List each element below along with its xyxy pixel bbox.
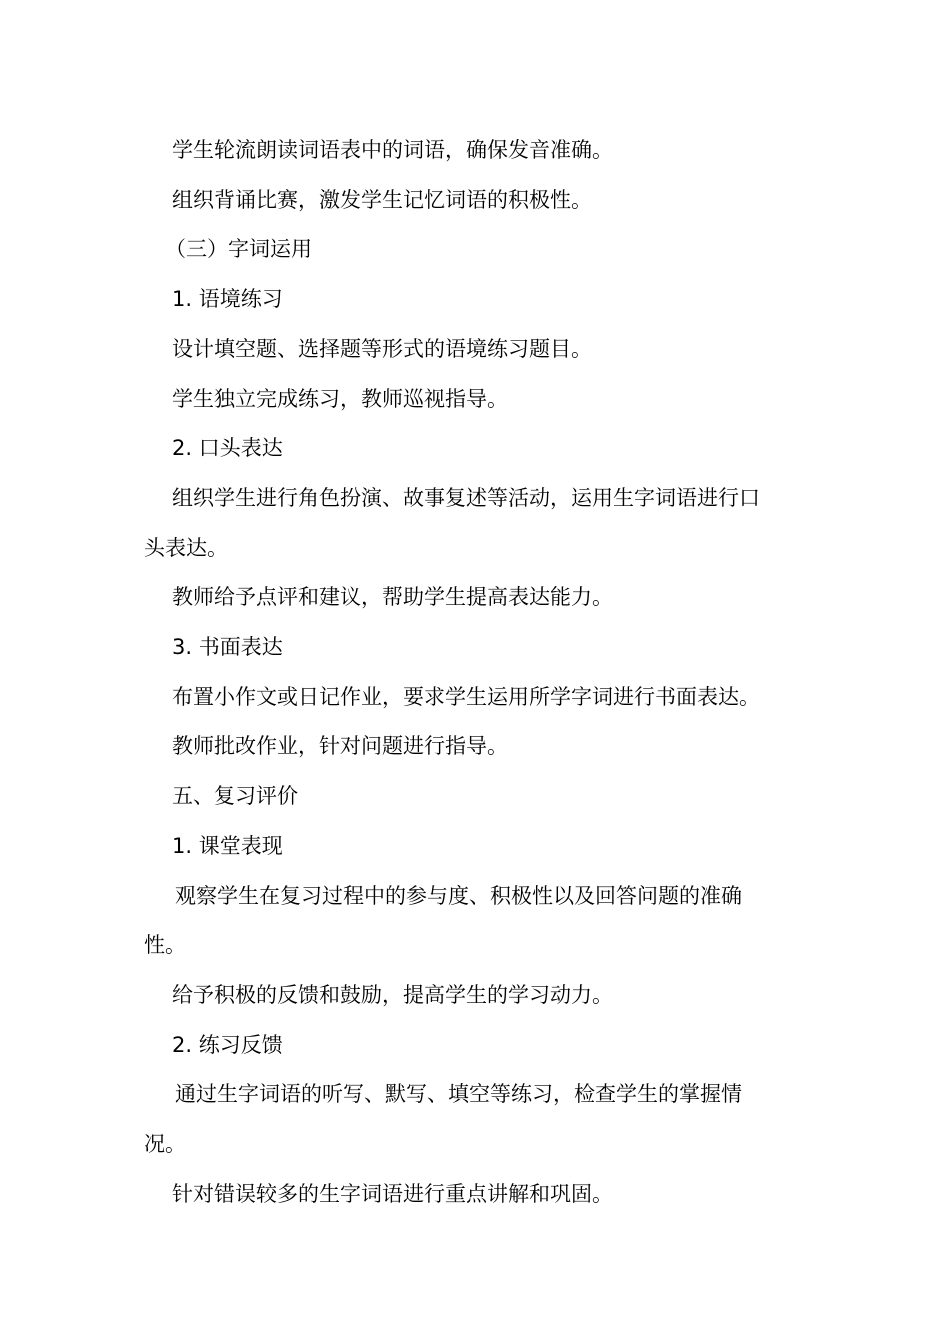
paragraph-line: 观察学生在复习过程中的参与度、积极性以及回答问题的准确 <box>175 884 742 908</box>
paragraph-line: 学生轮流朗读词语表中的词语，确保发音准确。 <box>172 138 613 162</box>
paragraph-line: 组织背诵比赛，激发学生记忆词语的积极性。 <box>172 188 592 212</box>
paragraph-line: 学生独立完成练习，教师巡视指导。 <box>172 387 508 411</box>
paragraph-line: 2. 练习反馈 <box>172 1033 283 1057</box>
paragraph-line: 1. 语境练习 <box>172 287 283 311</box>
paragraph-line: 布置小作文或日记作业，要求学生运用所学字词进行书面表达。 <box>172 685 760 709</box>
paragraph-line: 性。 <box>144 933 186 957</box>
paragraph-line: （三）字词运用 <box>165 237 312 261</box>
paragraph-line: 3. 书面表达 <box>172 635 283 659</box>
paragraph-line: 教师给予点评和建议，帮助学生提高表达能力。 <box>172 585 613 609</box>
paragraph-line: 五、复习评价 <box>172 784 298 808</box>
paragraph-line: 给予积极的反馈和鼓励，提高学生的学习动力。 <box>172 983 613 1007</box>
paragraph-line: 1. 课堂表现 <box>172 834 283 858</box>
paragraph-line: 2. 口头表达 <box>172 436 283 460</box>
paragraph-line: 况。 <box>144 1132 186 1156</box>
paragraph-line: 组织学生进行角色扮演、故事复述等活动，运用生字词语进行口 <box>172 486 760 510</box>
paragraph-line: 通过生字词语的听写、默写、填空等练习，检查学生的掌握情 <box>175 1082 742 1106</box>
paragraph-line: 教师批改作业，针对问题进行指导。 <box>172 734 508 758</box>
paragraph-line: 设计填空题、选择题等形式的语境练习题目。 <box>172 337 592 361</box>
paragraph-line: 头表达。 <box>144 536 228 560</box>
paragraph-line: 针对错误较多的生字词语进行重点讲解和巩固。 <box>172 1182 613 1206</box>
